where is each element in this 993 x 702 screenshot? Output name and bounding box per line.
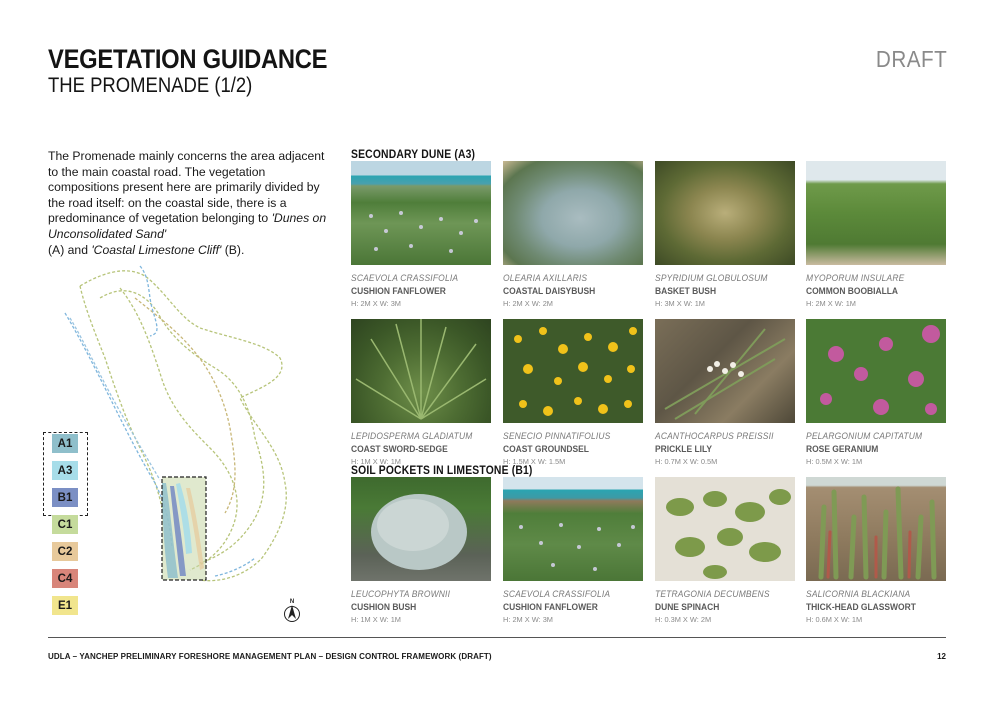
plant-card [806, 319, 946, 466]
intro-paragraph [48, 149, 336, 258]
plant-common-name: CUSHION FANFLOWER [503, 602, 598, 612]
legend-item-c1: C1 [52, 515, 78, 534]
plant-scientific-name: OLEARIA AXILLARIS [503, 273, 588, 283]
plant-common-name: DUNE SPINACH [655, 602, 720, 612]
north-arrow-icon [283, 597, 301, 623]
plant-card [655, 477, 795, 624]
rose-geranium-photo [806, 319, 946, 423]
north-arrow-label: N [289, 599, 295, 605]
legend-item-c2: C2 [52, 542, 78, 561]
legend-item-a1: A1 [52, 434, 78, 453]
page-number: 12 [937, 652, 946, 661]
plant-common-name: COAST SWORD-SEDGE [351, 444, 448, 454]
plant-card [351, 319, 491, 466]
intro-text-3: (B). [221, 242, 245, 257]
common-boobialla-photo [806, 161, 946, 265]
plant-scientific-name: SENECIO PINNATIFOLIUS [503, 431, 611, 441]
plant-card [655, 319, 795, 466]
coast-groundsel-photo [503, 319, 643, 423]
map-legend [52, 434, 78, 623]
plant-common-name: PRICKLE LILY [655, 444, 712, 454]
legend-item-c4: C4 [52, 569, 78, 588]
page-subtitle: THE PROMENADE (1/2) [48, 74, 253, 97]
plant-common-name: COMMON BOOBIALLA [806, 286, 899, 296]
prickle-lily-photo [655, 319, 795, 423]
plant-common-name: CUSHION BUSH [351, 602, 417, 612]
cushion-bush-photo [351, 477, 491, 581]
plant-size: H: 0.3M X W: 2M [655, 615, 712, 624]
thick-head-glasswort-photo [806, 477, 946, 581]
page-title: VEGETATION GUIDANCE [48, 44, 328, 74]
plant-common-name: ROSE GERANIUM [806, 444, 879, 454]
legend-item-e1: E1 [52, 596, 78, 615]
map-highlight-area [162, 477, 206, 580]
plant-scientific-name: PELARGONIUM CAPITATUM [806, 431, 923, 441]
plant-scientific-name: SPYRIDIUM GLOBULOSUM [655, 273, 768, 283]
plant-card [655, 161, 795, 308]
plant-size: H: 3M X W: 1M [655, 299, 705, 308]
plant-size: H: 0.5M X W: 1M [806, 457, 863, 466]
plant-card [351, 161, 491, 308]
plant-card [503, 161, 643, 308]
plant-scientific-name: LEPIDOSPERMA GLADIATUM [351, 431, 473, 441]
basket-bush-photo [655, 161, 795, 265]
coast-sword-sedge-photo [351, 319, 491, 423]
cushion-fanflower-photo [503, 477, 643, 581]
plant-size: H: 0.6M X W: 1M [806, 615, 863, 624]
plant-card [503, 477, 643, 624]
plant-scientific-name: ACANTHOCARPUS PREISSII [655, 431, 774, 441]
plant-common-name: CUSHION FANFLOWER [351, 286, 446, 296]
footer-text: UDLA – YANCHEP PRELIMINARY FORESHORE MANAGEMENT PLAN – DESIGN CONTROL FRAMEWORK (DRAFT) [48, 652, 492, 661]
plant-card [806, 161, 946, 308]
plant-size: H: 2M X W: 2M [503, 299, 553, 308]
intro-emphasis-2: 'Coastal Limestone Cliff' [91, 242, 222, 257]
plant-card [351, 477, 491, 624]
plant-card [503, 319, 643, 466]
intro-text-1: The Promenade mainly concerns the area adjacent to the main coastal road. The vegetation compositions present here are primarily divided by the road itself: on the coastal side, there is a predominance of vegetation belonging to [48, 149, 325, 226]
draft-label: DRAFT [875, 46, 947, 72]
plant-size: H: 1M X W: 1M [351, 615, 401, 624]
plant-card [806, 477, 946, 624]
plant-common-name: COAST GROUNDSEL [503, 444, 589, 454]
legend-item-a3: A3 [52, 461, 78, 480]
plant-scientific-name: TETRAGONIA DECUMBENS [655, 589, 770, 599]
footer-divider [48, 637, 946, 638]
plant-scientific-name: MYOPORUM INSULARE [806, 273, 905, 283]
legend-item-b1: B1 [52, 488, 78, 507]
plant-scientific-name: LEUCOPHYTA BROWNII [351, 589, 451, 599]
plant-common-name: THICK-HEAD GLASSWORT [806, 602, 916, 612]
cushion-fanflower-photo [351, 161, 491, 265]
section-label-secondary-dune: SECONDARY DUNE (A3) [351, 149, 476, 161]
intro-emphasis-1: 'Dunes on Unconsolidated Sand' [48, 211, 327, 241]
dune-spinach-photo [655, 477, 795, 581]
plant-size: H: 2M X W: 3M [503, 615, 553, 624]
plant-size: H: 1M X W: 1M [351, 457, 401, 466]
plant-size: H: 1.5M X W: 1.5M [503, 457, 566, 466]
plant-scientific-name: SCAEVOLA CRASSIFOLIA [503, 589, 611, 599]
intro-text-2: (A) and [48, 242, 92, 257]
section-label-soil-pockets: SOIL POCKETS IN LIMESTONE (B1) [351, 465, 533, 477]
site-map [40, 258, 310, 598]
plant-size: H: 2M X W: 3M [351, 299, 401, 308]
plant-size: H: 0.7M X W: 0.5M [655, 457, 718, 466]
plant-common-name: BASKET BUSH [655, 286, 717, 296]
coastal-daisybush-photo [503, 161, 643, 265]
plant-size: H: 2M X W: 1M [806, 299, 856, 308]
plant-common-name: COASTAL DAISYBUSH [503, 286, 596, 296]
map-road-line [215, 558, 255, 576]
plant-scientific-name: SCAEVOLA CRASSIFOLIA [351, 273, 459, 283]
plant-scientific-name: SALICORNIA BLACKIANA [806, 589, 911, 599]
